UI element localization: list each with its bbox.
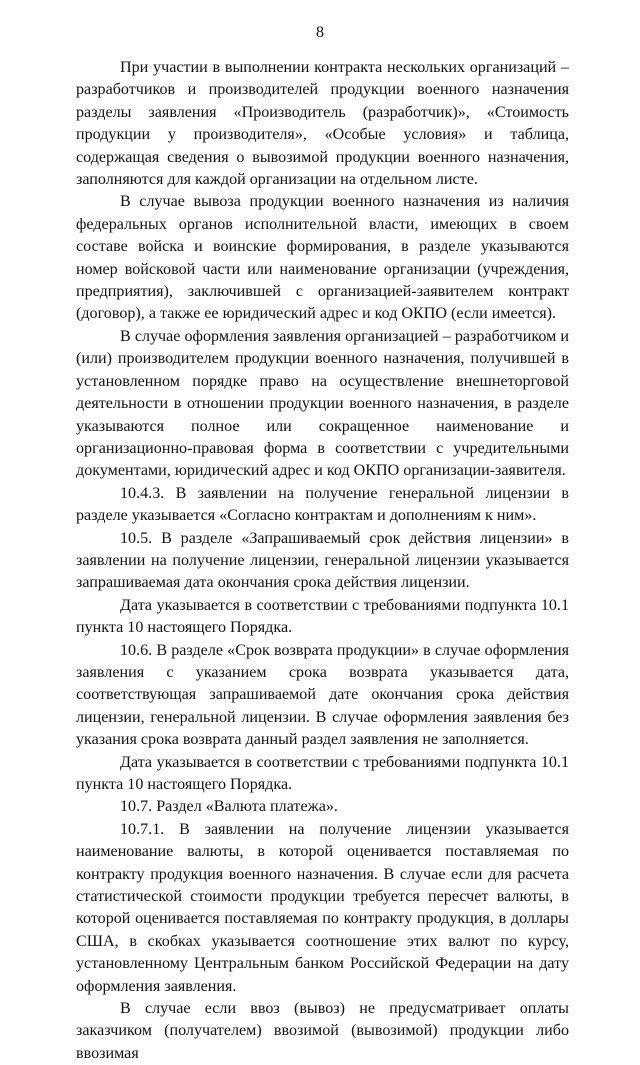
- paragraph-no-payment: В случае если ввоз (вывоз) не предусматривает оплаты заказчиком (получателем) ввозимой (вывозимой) продукции либо ввозимая: [76, 1000, 569, 1062]
- paragraph-10-4-3: 10.4.3. В заявлении на получение генеральной лицензии в разделе указывается «Согласно контрактам и дополнениям к ним».: [76, 484, 569, 525]
- paragraph-developer-applicant: В случае оформления заявления организацией – разработчиком и (или) производителем продукции военного назначения, получившей в установленном порядке право на осуществление внешнеторговой деятельности в отношении продукции военного назначения, в разделе указываются полное или сокращенное наименование и организационно-правовая форма в соответствии с учредительными документами, юридический адрес и код ОКПО организации-заявителя.: [76, 327, 569, 480]
- paragraph-export-from-federal-bodies: В случае вывоза продукции военного назначения из наличия федеральных органов исполнительной власти, имеющих в своем составе войска и воинские формирования, в разделе указываются номер войсковой части или наименование организации (учреждения, предприятия), заключившей с организацией-заявителем контракт (договор), а также ее юридический адрес и код ОКПО (если имеется).: [76, 193, 569, 323]
- paragraph-10-5: 10.5. В разделе «Запрашиваемый срок действия лицензии» в заявлении на получение лицензии, генеральной лицензии указывается запрашиваемая дата окончания срока действия лицензии.: [76, 529, 569, 592]
- paragraph-10-7-1: 10.7.1. В заявлении на получение лицензии указывается наименование валюты, в которой оценивается поставляемая по контракту продукция военного назначения. В случае если для расчета статистической стоимости продукции требуется пересчет валюты, в которой оценивается поставляемая по контракту продукция, в доллары США, в скобках указывается соотношение этих валют по курсу, установленному Центральным банком Российской Федерации на дату оформления заявления.: [76, 820, 569, 995]
- page-number: 8: [316, 24, 324, 41]
- paragraph-10-6: 10.6. В разделе «Срок возврата продукции» в случае оформления заявления с указанием срока возврата указывается дата, соответствующая запрашиваемой дате окончания срока действия лицензии, генеральной лицензии. В случае оформления заявления без указания срока возврата данный раздел заявления не заполняется.: [76, 641, 569, 749]
- paragraph-date-requirements-2: Дата указывается в соответствии с требованиями подпункта 10.1 пункта 10 настоящего Порядка.: [76, 753, 569, 793]
- paragraph-multiple-organizations: При участии в выполнении контракта нескольких организаций – разработчиков и производителей продукции военного назначения разделы заявления «Производитель (разработчик)», «Стоимость продукции у производителя», «Особые условия» и таблица, содержащая сведения о вывозимой продукции военного назначения, заполняются для каждой организации на отдельном листе.: [76, 59, 569, 189]
- paragraph-date-requirements-1: Дата указывается в соответствии с требованиями подпункта 10.1 пункта 10 настоящего Порядка.: [76, 596, 569, 637]
- document-body: [76, 57, 569, 1065]
- paragraph-10-7: 10.7. Раздел «Валюта платежа».: [120, 798, 338, 816]
